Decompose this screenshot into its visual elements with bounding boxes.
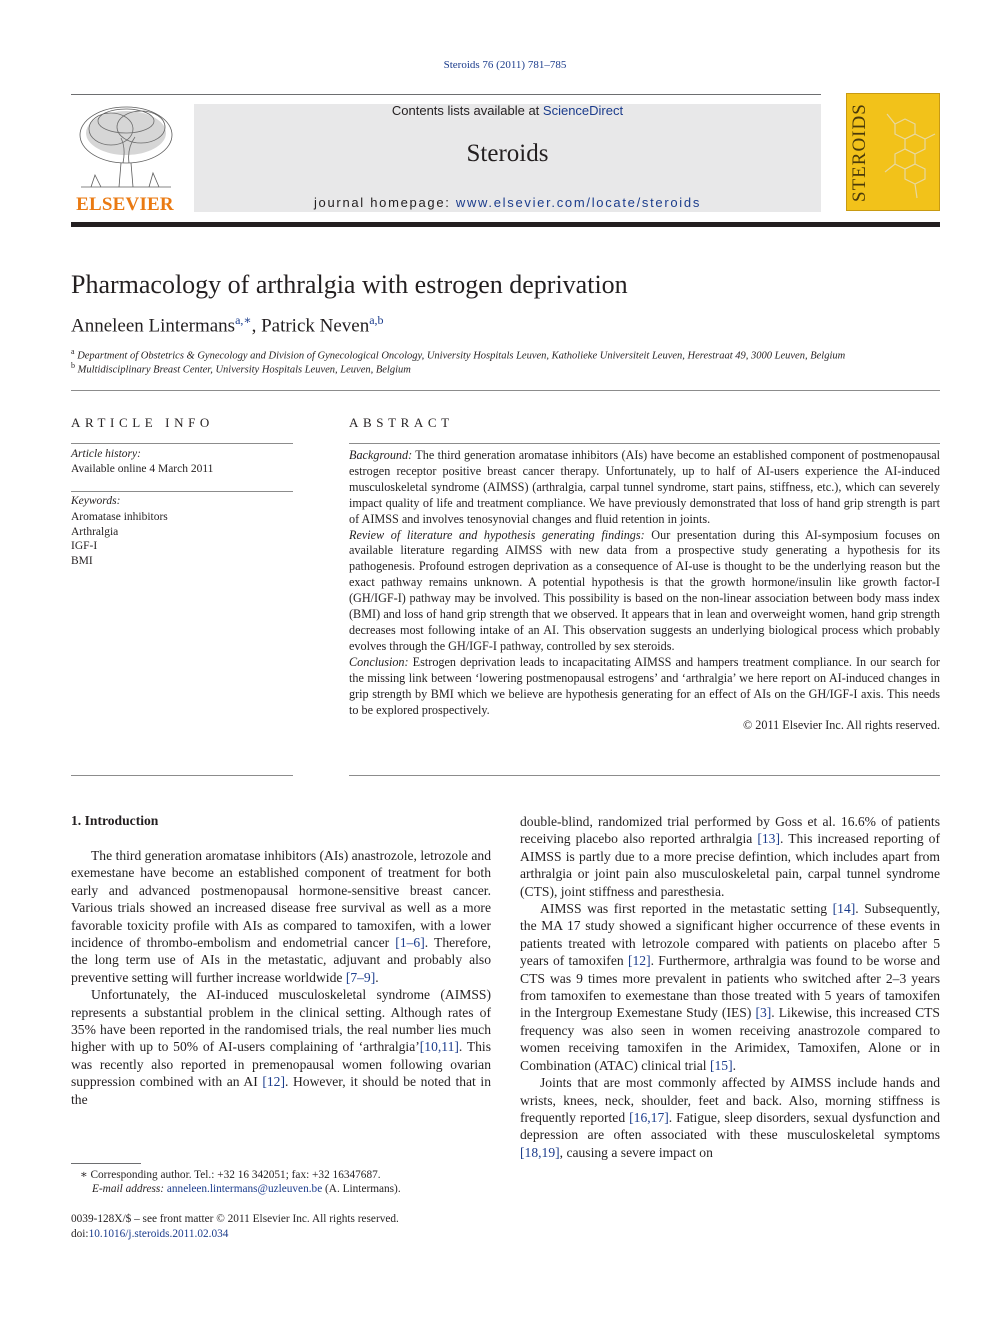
email-note: E-mail address: anneleen.lintermans@uzleuven.be (A. Lintermans). [92, 1183, 401, 1195]
email-link[interactable]: anneleen.lintermans@uzleuven.be [166, 1183, 323, 1195]
citation-link[interactable]: [3] [755, 1005, 772, 1021]
citation-link[interactable]: [16,17] [629, 1109, 669, 1125]
citation-link[interactable]: [14] [832, 901, 856, 917]
abstract-background: Background: The third generation aromatase inhibitors (AIs) have become an established component of postmenopausal estrogen receptor positive breast cancer therapy. Unfortunately, up to half of AI-users experience the AI-induced musculoskeletal syndrome (AIMSS) (arthralgia, carpal tunnel syndrome, start pains, stiffness, etc.), which can severely impact quality of life and treatment compliance. We have previously demonstrated that loss of hand grip strength is part of AIMSS and involves tenosynovial changes and fluid retention in joints. [349, 448, 940, 526]
journal-name: Steroids [466, 140, 549, 167]
molecule-icon [847, 94, 940, 211]
doi-line: doi:10.1016/j.steroids.2011.02.034 [71, 1228, 229, 1240]
citation-link[interactable]: [12] [627, 953, 651, 969]
article-info-bottom-rule [71, 775, 293, 776]
citation-link[interactable]: [10,11] [419, 1039, 459, 1055]
citation-link[interactable]: [13] [757, 831, 780, 847]
article-history-label: Article history: [71, 448, 141, 460]
abstract-bottom-rule [349, 775, 940, 776]
contents-availability: Contents lists available at ScienceDirect [391, 103, 624, 118]
footnote-rule [71, 1163, 141, 1164]
body-column-left [71, 847, 491, 1108]
copyright-notice: © 2011 Elsevier Inc. All rights reserved. [743, 718, 940, 733]
cover-title: STEROIDS [849, 103, 870, 203]
abstract-conclusion: Conclusion: Estrogen deprivation leads to incapacitating AIMSS and hampers treatment compliance. In our search for the missing link between ‘lowering postmenopausal estrogens’ and ‘arthralgia’ we here report on AI-induced changes in grip strength by BMI which we believe are hypothesis generating for an effect of AIs on the GH/IGF-I axis. This needs to be explored prospectively. [349, 654, 940, 717]
keywords-label: Keywords: [71, 495, 121, 507]
header-top-rule [71, 94, 821, 95]
body-paragraph: Unfortunately, the AI-induced musculoskeletal syndrome (AIMSS) represents a substantial problem in the clinical setting. Although rates of 35% have been reported in the randomised trials, the real number lies much higher with up to 50% of AI-users complaining of ‘arthralgia’[10,11]. This was recently also reported in premenopausal women following ovarian suppression combined with an AI [12]. However, it should be noted that in the [71, 987, 492, 1107]
abstract-review: Review of literature and hypothesis generating findings: Our presentation during this AI-symposium focuses on available literature regarding AIMSS with new data from a prospective study generating a hypothesis for its pathogenesis. Profound estrogen deprivation as a consequence of AI-use is thought to be the underlying reason but the exact pathway remains unknown. A potential hypothesis is that the growth hormone/insulin like growth factor-I (GH/IGF-I) pathway may be involved. This possibility is based on the non-linear association between body mass index (BMI) and loss of hand grip strength that we observed. It appears that in lean and overweight women, hand grip strength decreases most following intake of an AI. This observation suggests an underlying biological process which probably evolves through the GH/IGF-I pathway, controlled by sex steroids. [349, 527, 941, 653]
abstract-heading: ABSTRACT [349, 415, 454, 430]
citation-link[interactable]: [7–9] [345, 969, 376, 985]
header-bottom-rule [71, 222, 940, 227]
keyword: Arthralgia [71, 525, 119, 538]
author-name: Patrick Neven [261, 315, 370, 337]
article-history-value: Available online 4 March 2011 [71, 463, 214, 475]
body-paragraph: Joints that are most commonly affected by AIMSS include hands and wrists, knees, neck, shoulder, feet and back. Also, morning stiffness is frequently reported [16,17]. Fatigue, sleep disorders, sexual dysfunction and depression are often associated with these musculoskeletal symptoms [18,19], causing a severe impact on [520, 1075, 940, 1160]
homepage-link[interactable]: www.elsevier.com/locate/steroids [455, 195, 702, 210]
sciencedirect-link[interactable]: ScienceDirect [542, 103, 624, 118]
section-heading-introduction: 1. Introduction [71, 813, 159, 828]
body-paragraph: AIMSS was first reported in the metastatic setting [14]. Subsequently, the MA 17 study showed a significant higher occurrence of these events in patients treated with letrozole compared with patients on placebo after 5 years of tamoxifen [12]. Furthermore, arthralgia was found to be worse and CTS was 9 times more prevalent in patients who switched after 2–3 years from tamoxifen to exemestane than those treated with 5 years of tamoxifen in the Intergroup Exemestane Study (IES) [3]. Likewise, this increased CTS frequency was also seen in women receiving anastrozole compared to women receiving tamoxifen in the Arimidex, Tamoxifen, Alone or in Combination (ATAC) clinical trial [15]. [520, 901, 940, 1073]
section-divider [71, 390, 940, 391]
journal-citation[interactable]: Steroids 76 (2011) 781–785 [443, 59, 567, 71]
citation-link[interactable]: [12] [262, 1074, 285, 1090]
citation-link[interactable]: [1–6] [395, 935, 425, 951]
author-name: Anneleen Lintermans [71, 315, 236, 337]
body-paragraph: The third generation aromatase inhibitors (AIs) anastrozole, letrozole and exemestane have become an established component of treatment for both early and advanced postmenopausal hormone-sensitive breast cancer. Various trials showed an increased disease free survival as well as a more favorable toxicity profile with AIs as compared to tamoxifen, with a lower incidence of thrombo-embolism and endometrial cancer [1–6]. Therefore, the long term use of AIs in the metastatic, adjuvant and probably also preventive setting will further increase worldwide [7–9]. [71, 848, 491, 985]
body-column-right [520, 813, 940, 1161]
issn-line: 0039-128X/$ – see front matter © 2011 Elsevier Inc. All rights reserved. [71, 1213, 399, 1225]
affiliation-a: $^a$ Department of Obstetrics & Gynecology and Division of Gynecological Oncology, University Hospitals Leuven, Katholieke Universiteit Leuven, Herestraat 49, 3000 Leuven, Belgium [71, 347, 846, 362]
keywords-list [71, 510, 168, 568]
abstract-rule [349, 443, 940, 444]
article-info-heading: ARTICLE INFO [71, 415, 214, 430]
affiliation-b: $^b$ Multidisciplinary Breast Center, University Hospitals Leuven, Leuven, Belgium [71, 361, 411, 376]
body-paragraph: double-blind, randomized trial performed by Goss et al. 16.6% of patients receiving placebo also reported arthralgia [13]. This increased reporting of AIMSS is partly due to a more precise defintion, which includes apart from arthralgia or joint pain also musculoskeletal pain, carpal tunnel syndrome (CTS), joint stiffness and paresthesia. [520, 814, 940, 899]
citation-link[interactable]: [18,19] [520, 1144, 560, 1160]
keyword: BMI [71, 554, 93, 567]
doi-link[interactable]: 10.1016/j.steroids.2011.02.034 [88, 1228, 229, 1240]
tree-icon [71, 103, 181, 191]
corresponding-author-note: ∗ Corresponding author. Tel.: +32 16 342051; fax: +32 16347687. [80, 1169, 381, 1181]
keyword: IGF-I [71, 540, 98, 552]
citation-link[interactable]: [15] [709, 1057, 733, 1073]
abstract-body [349, 448, 940, 734]
journal-cover-thumbnail [846, 93, 940, 211]
author-affiliation-marker[interactable]: a,b [369, 313, 384, 327]
article-info-rule [71, 443, 293, 444]
article-info-rule [71, 491, 293, 492]
author-affiliation-marker[interactable]: a,∗ [235, 313, 252, 327]
article-title: Pharmacology of arthralgia with estrogen deprivation [71, 270, 628, 299]
keyword: Aromatase inhibitors [71, 511, 168, 523]
author-list: Anneleen Lintermans$^{a,∗}$, Patrick Neven$^{a,b}$ [71, 313, 384, 337]
journal-homepage: journal homepage: www.elsevier.com/locate/steroids [313, 195, 702, 210]
elsevier-wordmark: ELSEVIER [76, 194, 174, 215]
